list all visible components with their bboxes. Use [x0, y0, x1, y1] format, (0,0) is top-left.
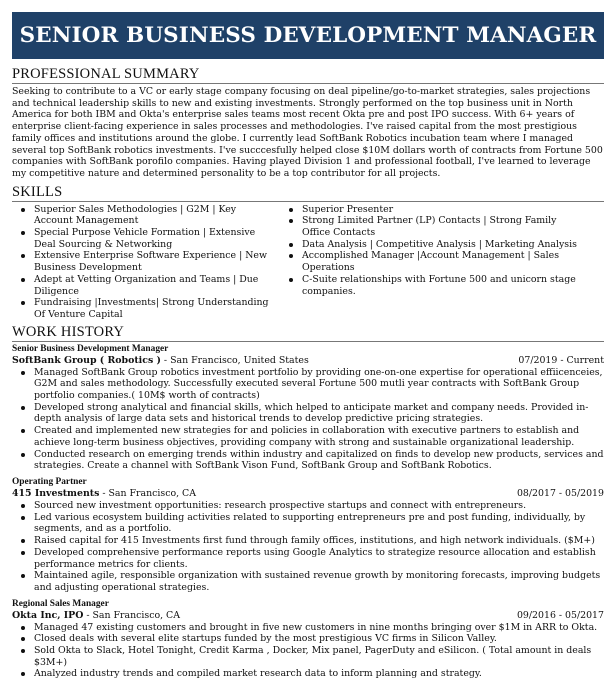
job-company-line	[12, 355, 604, 367]
skills-list	[12, 204, 604, 321]
job-bullet: Created and implemented new strategies for and policies in collaboration with executive partners to establish and achieve long-term business objectives, providing company with strong and sustainable organizational leadership.	[12, 425, 604, 448]
job-location: - San Francisco, CA	[83, 610, 181, 622]
job-company: 415 Investments	[12, 488, 100, 500]
job-entry	[12, 344, 604, 472]
job-bullet: Led various ecosystem building activities related to supporting entrepreneurs pre and post funding, individually, by segments, and as a portfolio.	[12, 512, 604, 535]
summary-text: Seeking to contribute to a VC or early stage company focusing on deal pipeline/go-to-market strategies, sales projections and technical leadership skills to new and existing investments. Strongly performed on the top business unit in North America for both IBM and Okta's enterprise sales teams most recent Okta pre and post IPO success. With 6+ years of enterprise client-facing experience in sales processes and methodologies. I've raised capital from the most prestigious family offices and institutions around the globe. I currently lead SoftBank Robotics incubation team where I managed several top SoftBank robotics investments. I've succcesfully helped close $10M dollars worth of contracts from Fortune 500 companies with SoftBank porofilo companies. Having played Division 1 and professional football, I've learned to leverage my competitive nature and determined personality to be a top contributor for all projects.	[12, 86, 603, 179]
job-company: Okta Inc, IPO	[12, 610, 84, 622]
skill-item: Superior Presenter	[280, 204, 582, 216]
job-bullet: Conducted research on emerging trends within industry and capitalized on finds to develop new products, services and strategies. Create a channel with SoftBank Vison Fund, SoftBank Group and SoftBank Robotics.	[12, 449, 604, 472]
resume-header	[12, 12, 604, 59]
job-location: - San Francisco, CA	[99, 488, 197, 500]
skill-item: Strong Limited Partner (LP) Contacts | Strong Family Office Contacts	[280, 215, 582, 238]
skill-item: Superior Sales Methodologies | G2M | Key Account Management	[12, 204, 280, 227]
job-bullet: Managed SoftBank Group robotics investment portfolio by providing one-on-one expertise for operational effiicenceies, G2M and sales methodology. Successfully executed several Fortune 500 mutli year contracts with SoftBank Group portfolio companies.( 10M$ worth of contracts)	[12, 367, 604, 402]
job-bullet: Managed 47 existing customers and brought in five new customers in nine months bringing over $1M in ARR to Okta.	[12, 622, 604, 634]
skill-item: Extensive Enterprise Software Experience | New Business Development	[12, 250, 280, 273]
skill-item: Adept at Vetting Organization and Teams | Due Diligence	[12, 274, 280, 297]
skill-item: Special Purpose Vehicle Formation | Extensive Deal Sourcing & Networking	[12, 227, 280, 250]
skill-item: Fundraising |Investments| Strong Understanding Of Venture Capital	[12, 297, 280, 320]
job-company-line	[12, 488, 604, 500]
skill-item: Accomplished Manager |Account Management | Sales Operations	[280, 250, 582, 273]
skills-heading: SKILLS	[12, 184, 604, 202]
skill-item: C-Suite relationships with Fortune 500 and unicorn stage companies.	[280, 274, 582, 297]
skills-left-column	[12, 204, 280, 321]
job-title: Regional Sales Manager	[12, 598, 109, 609]
job-dates: 08/2017 - 05/2019	[516, 488, 604, 500]
skill-item: Data Analysis | Competitive Analysis | Marketing Analysis	[280, 239, 582, 251]
job-bullet: Analyzed industry trends and compiled market research data to inform planning and strategy.	[12, 668, 604, 680]
job-bullet: Developed strong analytical and financial skills, which helped to anticipate market and company needs. Provided in-depth analysis of large data sets and historical trends to develop predictive pricing strategies.	[12, 402, 604, 425]
job-title: Senior Business Development Manager	[12, 343, 169, 354]
job-dates: 09/2016 - 05/2017	[516, 610, 604, 622]
job-bullet: Maintained agile, responsible organization with sustained revenue growth by monitoring forecasts, improving budgets and adjusting operational strategies.	[12, 570, 604, 593]
job-bullets	[12, 500, 604, 594]
job-entry	[12, 599, 604, 681]
job-bullet: Raised capital for 415 Investments first fund through family offices, institutions, and high network individuals. ($M+)	[12, 535, 604, 547]
job-bullet: Closed deals with several elite startups funded by the most prestigious VC firms in Silicon Valley.	[12, 633, 604, 645]
job-bullets	[12, 367, 604, 472]
job-bullet: Developed comprehensive performance reports using Google Analytics to strategize resource allocation and establish performance metrics for clients.	[12, 547, 604, 570]
job-dates: 07/2019 - Current	[518, 355, 604, 367]
job-bullet: Sold Okta to Slack, Hotel Tonight, Credit Karma , Docker, Mix panel, PagerDuty and eSilicon. ( Total amount in deals $3M+)	[12, 645, 604, 668]
skills-right-column	[280, 204, 582, 321]
resume-title: SENIOR BUSINESS DEVELOPMENT MANAGER	[19, 23, 597, 48]
summary-heading: PROFESSIONAL SUMMARY	[12, 66, 604, 84]
job-entry	[12, 477, 604, 594]
job-bullet: Sourced new investment opportunities: research prospective startups and connect with entrepreneurs.	[12, 500, 604, 512]
job-bullets	[12, 622, 604, 681]
job-company: SoftBank Group ( Robotics )	[12, 355, 161, 367]
job-title: Operating Partner	[12, 476, 87, 487]
work-history-heading: WORK HISTORY	[12, 324, 604, 342]
job-location: - San Francisco, United States	[160, 355, 309, 367]
job-company-line	[12, 610, 604, 622]
resume-body	[12, 66, 604, 685]
